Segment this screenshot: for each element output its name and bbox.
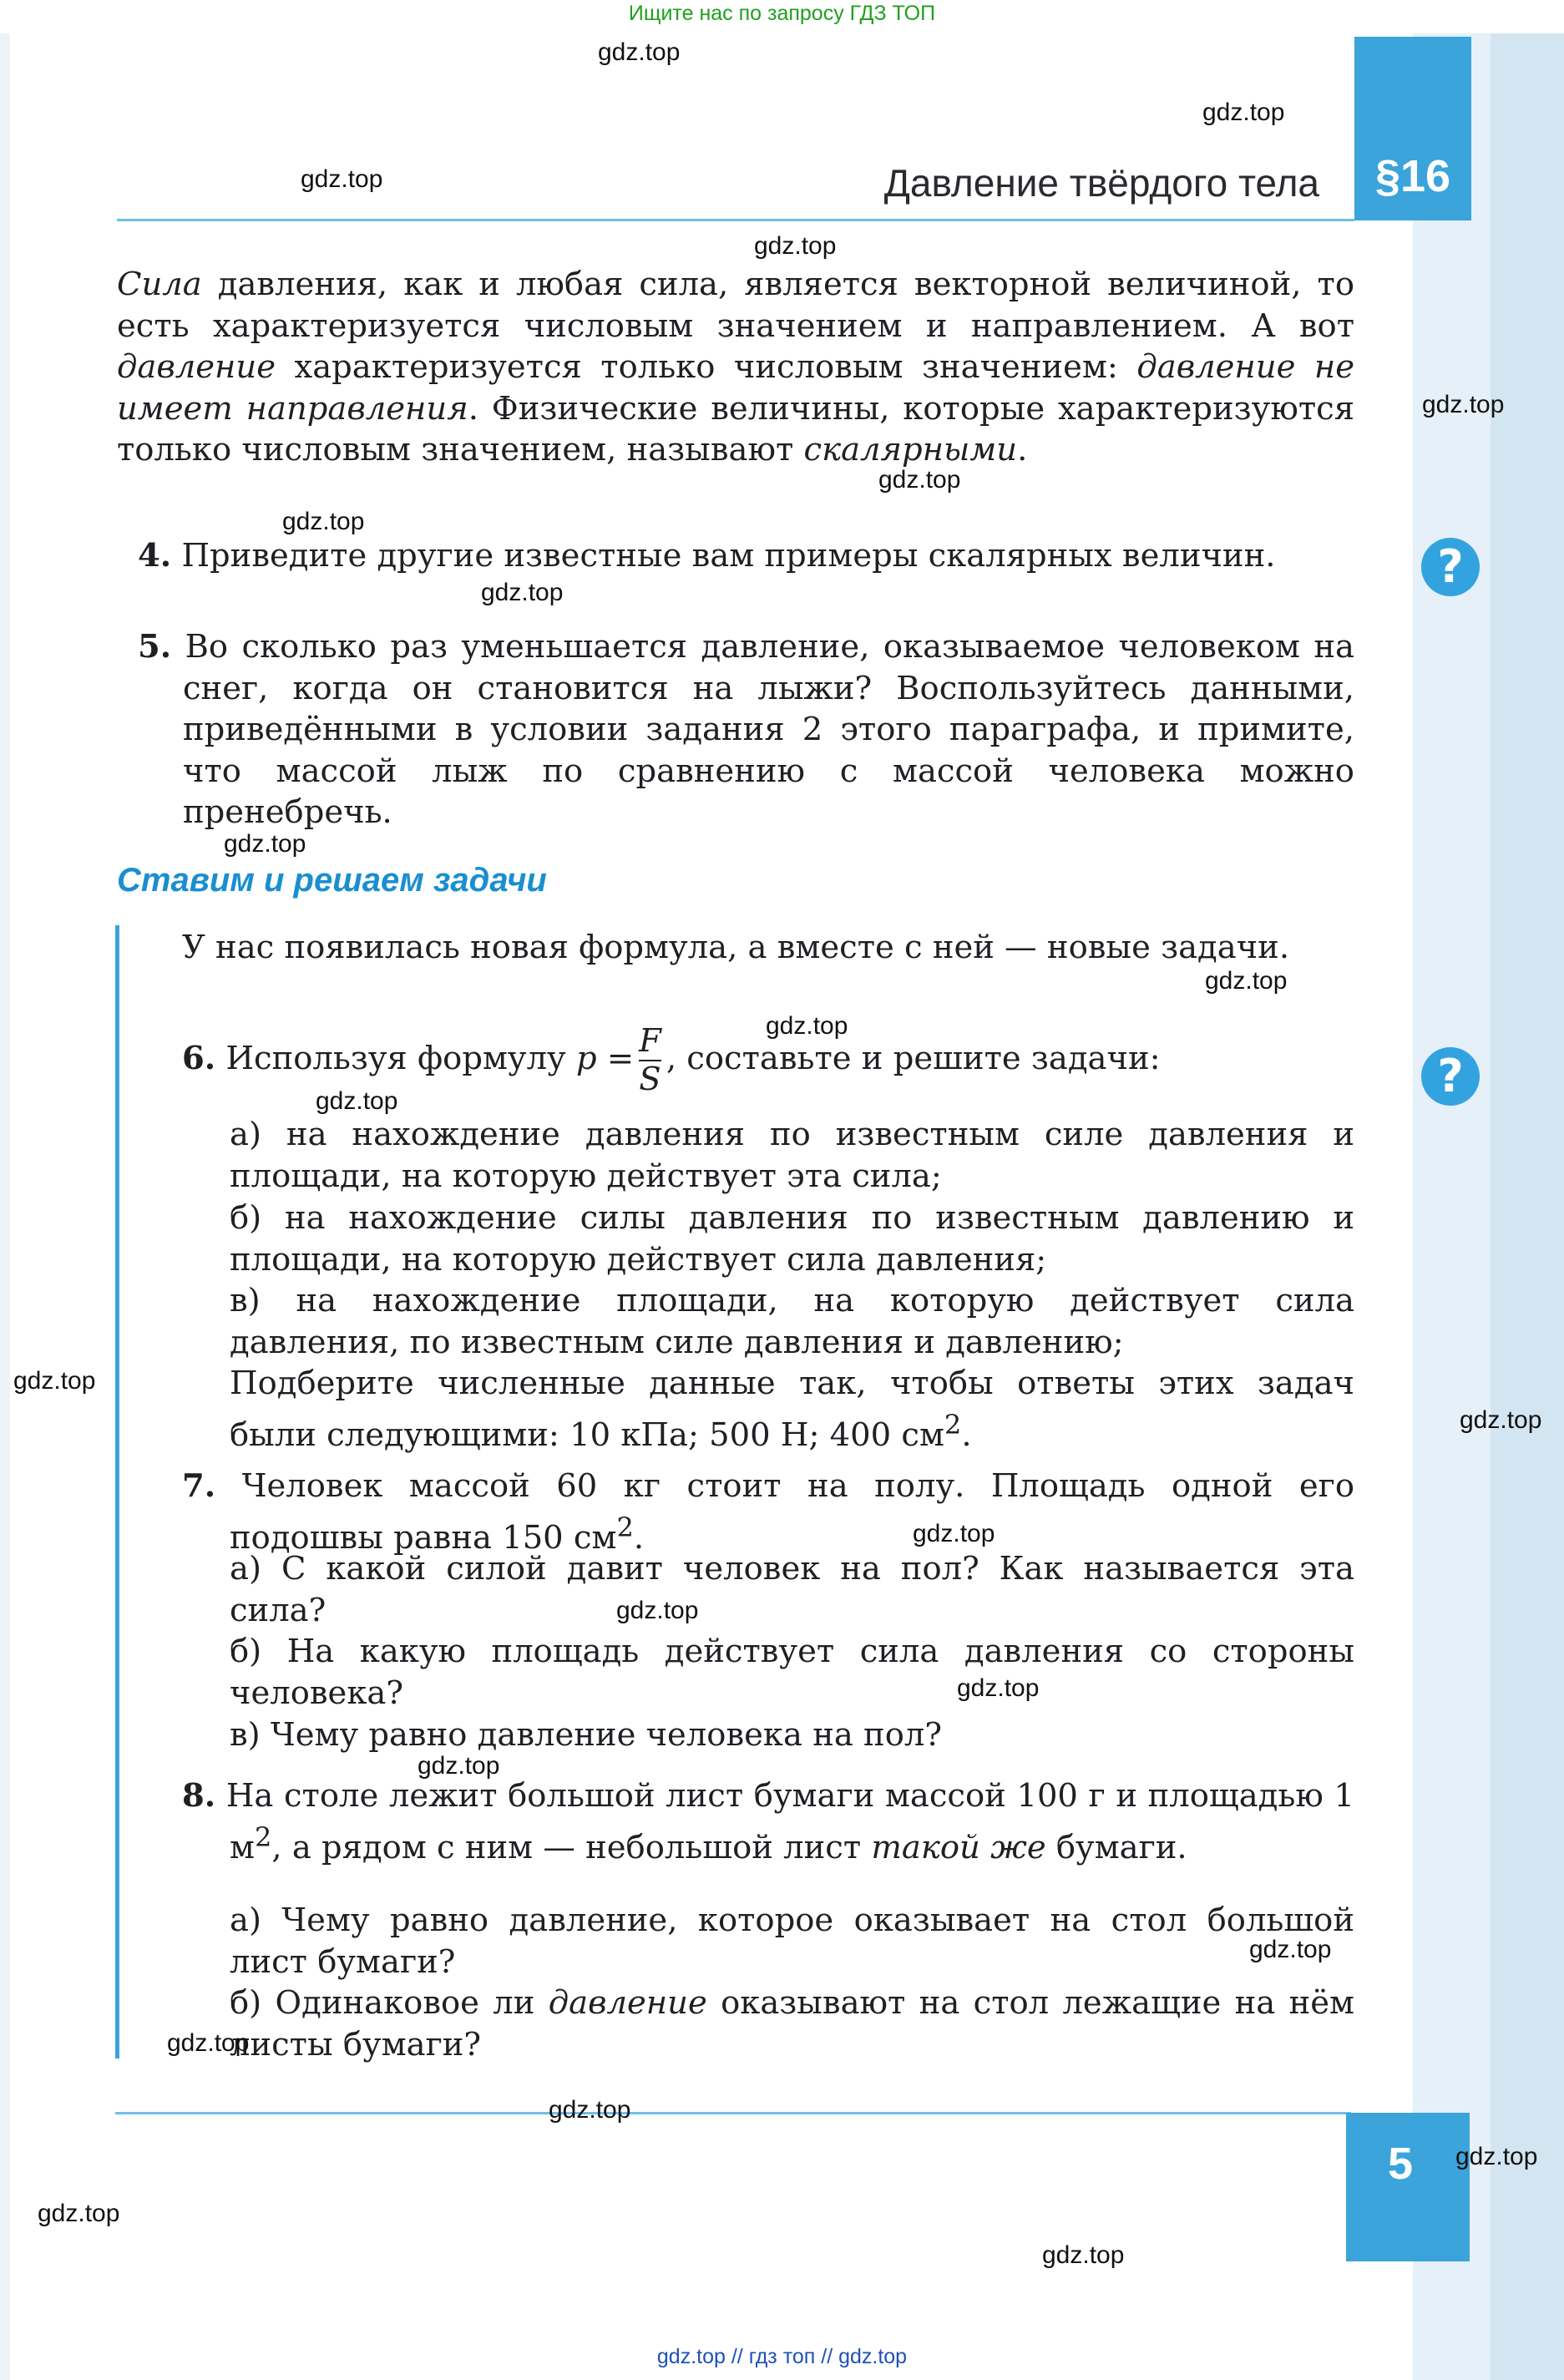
question-8-emphasis: такой же xyxy=(871,1828,1046,1866)
formula-denominator: S xyxy=(639,1061,661,1098)
watermark: gdz.top xyxy=(1205,967,1288,995)
item-label: а) xyxy=(230,1550,261,1588)
watermark: gdz.top xyxy=(224,830,306,858)
watermark: gdz.top xyxy=(418,1752,500,1780)
intro-paragraph xyxy=(117,264,1354,471)
item-label: а) xyxy=(230,1901,261,1939)
intro-text-2: характеризуется только числовым значением: xyxy=(276,348,1137,386)
watermark: gdz.top xyxy=(38,2200,120,2227)
question-5 xyxy=(138,626,1354,833)
watermark: gdz.top xyxy=(1042,2241,1125,2269)
question-6-item-a xyxy=(230,1114,1354,1197)
watermark: gdz.top xyxy=(13,1367,96,1395)
question-8-text-3: бумаги. xyxy=(1045,1828,1187,1866)
watermark: gdz.top xyxy=(549,2096,631,2124)
item-text: На какую площадь действует сила давления со стороны человека? xyxy=(230,1633,1354,1712)
item-label: б) xyxy=(230,1984,262,2022)
watermark: gdz.top xyxy=(754,232,837,260)
question-8-item-b xyxy=(230,1982,1354,2065)
watermark: gdz.top xyxy=(766,1012,848,1040)
section-number: §16 xyxy=(1374,151,1451,201)
item-label: б) xyxy=(230,1633,262,1670)
item-text: Чему равно давление, которое оказывает на стол большой лист бумаги? xyxy=(230,1901,1354,1981)
question-8-text-1: На столе лежит большой лист бумаги массой 100 г и площадью 1 м xyxy=(225,1777,1354,1866)
question-7-superscript: 2 xyxy=(616,1511,634,1543)
question-6-item-b xyxy=(230,1198,1354,1280)
question-7-item-b xyxy=(230,1631,1354,1714)
question-8-superscript: 2 xyxy=(254,1820,272,1853)
question-6-number: 6. xyxy=(182,1040,216,1077)
question-7-text: Человек массой 60 кг стоит на полу. Площадь одной его подошвы равна 150 см xyxy=(230,1467,1354,1557)
term-sila: Сила xyxy=(117,266,202,303)
question-8-number: 8. xyxy=(182,1777,216,1815)
intro-text-4: . xyxy=(1017,431,1028,468)
term-davlenie: давление xyxy=(117,348,276,386)
question-help-icon[interactable]: ? xyxy=(1421,1047,1480,1106)
item-text-2: оказывают на стол лежащие на нём листы бумаги? xyxy=(230,1984,1354,2064)
question-4 xyxy=(138,535,1354,577)
page-title: Давление твёрдого тела xyxy=(883,161,1319,205)
watermark: gdz.top xyxy=(167,2029,250,2057)
question-6-item-c xyxy=(230,1280,1354,1363)
top-banner[interactable]: Ищите нас по запросу ГДЗ ТОП xyxy=(628,2,936,25)
right-margin-shadow xyxy=(1491,33,1564,2380)
question-7-end: . xyxy=(633,1518,645,1557)
term-no-direction: давление не имеет направления xyxy=(117,348,1354,428)
question-4-number: 4. xyxy=(138,537,172,575)
watermark: gdz.top xyxy=(1422,391,1505,418)
question-8 xyxy=(182,1775,1354,1868)
question-help-icon[interactable]: ? xyxy=(1421,538,1480,596)
formula-numerator: F xyxy=(639,1022,661,1060)
question-7-number: 7. xyxy=(182,1467,216,1505)
watermark: gdz.top xyxy=(481,579,564,606)
question-8-text-2: , а рядом с ним — небольшой лист xyxy=(271,1828,872,1866)
note-end: . xyxy=(961,1415,972,1454)
item-text-1: Одинаковое ли xyxy=(275,1984,549,2022)
bottom-banner[interactable]: gdz.top // гдз топ // gdz.top xyxy=(656,2345,908,2368)
formula-fraction xyxy=(639,1023,661,1098)
watermark: gdz.top xyxy=(1249,1936,1332,1963)
note-superscript: 2 xyxy=(944,1408,962,1441)
intro-text-1: давления, как и любая сила, является векторной величиной, то есть характеризуется числовым значением и направлением. А вот xyxy=(117,266,1354,345)
watermark: gdz.top xyxy=(1460,1406,1542,1434)
tasks-side-bar xyxy=(115,925,119,2058)
item-emphasis: давление xyxy=(548,1984,707,2022)
question-6-text-after: , составьте и решите задачи: xyxy=(666,1040,1161,1077)
item-text: на нахождение силы давления по известным давлению и площади, на которую действует сила давления; xyxy=(230,1199,1354,1279)
watermark: gdz.top xyxy=(301,165,383,193)
item-label: б) xyxy=(230,1199,262,1237)
note-text: Подберите численные данные так, чтобы ответы этих задач были следующими: 10 кПа; 500 Н; 400 см xyxy=(230,1365,1354,1454)
question-8-item-a xyxy=(230,1900,1354,1982)
item-label: в) xyxy=(230,1282,261,1319)
item-label: а) xyxy=(230,1116,261,1153)
watermark: gdz.top xyxy=(616,1597,699,1624)
tasks-intro: У нас появилась новая формула, а вместе с ней — новые задачи. xyxy=(182,929,1290,966)
item-text: С какой силой давит человек на пол? Как называется эта сила? xyxy=(230,1550,1354,1629)
question-7-item-a xyxy=(230,1548,1354,1631)
watermark: gdz.top xyxy=(913,1520,995,1547)
item-label: в) xyxy=(230,1716,261,1754)
item-text: Чему равно давление человека на пол? xyxy=(270,1716,942,1754)
term-scalar: скалярными xyxy=(803,431,1018,468)
watermark: gdz.top xyxy=(957,1674,1040,1702)
header-rule xyxy=(117,219,1354,221)
formula-lhs: p = xyxy=(575,1040,635,1077)
question-6-note xyxy=(230,1363,1354,1456)
question-6-text-before: Используя формулу xyxy=(225,1040,576,1077)
footer-rule xyxy=(115,2112,1351,2114)
question-5-number: 5. xyxy=(138,628,172,666)
question-5-text: Во сколько раз уменьшается давление, оказываемое человеком на снег, когда он становится на лыжи? Воспользуйтесь данными, приведёнными в условии задания 2 этого параграфа, и примите, что массой лыж по сравнению с массой человека можно пренебречь. xyxy=(183,628,1354,831)
intro-text-3: . Физические величины, которые характеризуются только числовым значением, называют xyxy=(117,389,1354,468)
page-number: 5 xyxy=(1387,2139,1414,2189)
watermark: gdz.top xyxy=(878,466,961,494)
item-text: на нахождение площади, на которую действует сила давления, по известным силе давления и давлению; xyxy=(230,1282,1354,1361)
tasks-heading: Ставим и решаем задачи xyxy=(117,862,547,899)
watermark: gdz.top xyxy=(316,1087,398,1115)
question-7-item-c xyxy=(230,1714,1354,1756)
item-text: на нахождение давления по известным силе давления и площади, на которую действует эта сила; xyxy=(230,1116,1354,1195)
watermark: gdz.top xyxy=(1202,99,1285,126)
page-left-edge xyxy=(0,33,10,2380)
question-7 xyxy=(182,1466,1354,1558)
watermark: gdz.top xyxy=(1455,2143,1538,2170)
question-4-text: Приведите другие известные вам примеры скалярных величин. xyxy=(181,537,1276,575)
watermark: gdz.top xyxy=(598,38,681,66)
watermark: gdz.top xyxy=(282,508,365,535)
